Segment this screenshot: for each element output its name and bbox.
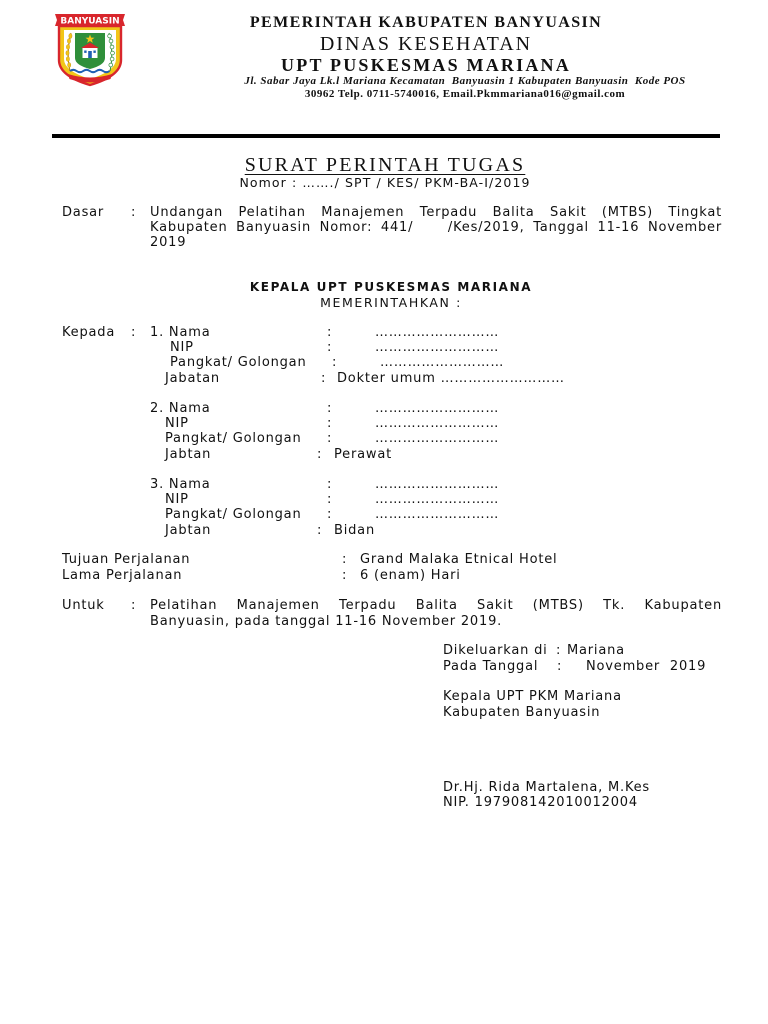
person-3-nip-label: NIP xyxy=(165,492,189,507)
person-3-nip-value: ……………………… xyxy=(375,492,500,507)
logo-banner-text: BANYUASIN xyxy=(60,16,120,27)
address-line-1: Jl. Sabar Jaya Lk.l Mariana Kecamatan Banyuasin 1 Kabupaten Banyuasin Kode POS xyxy=(244,75,686,87)
person-3-name-separator: : xyxy=(327,477,333,492)
person-2-rank-label: Pangkat/ Golongan xyxy=(165,431,302,446)
person-2-position-label: Jabtan xyxy=(165,447,212,462)
person-2-name-value: ……………………… xyxy=(375,401,500,416)
dasar-line-2: Kabupaten Banyuasin Nomor: 441/ /Kes/2019, Tanggal 11-16 November xyxy=(150,220,722,235)
destination-separator: : xyxy=(342,552,348,567)
untuk-line-1: Pelatihan Manajemen Terpadu Balita Sakit (MTBS) Tk. Kabupaten xyxy=(150,598,722,613)
person-1-nip-value: ……………………… xyxy=(375,340,500,355)
letterhead-divider xyxy=(52,134,720,138)
duration-value: 6 (enam) Hari xyxy=(360,568,461,583)
issued-place-label: Dikeluarkan di xyxy=(443,643,548,658)
person-3-rank-label: Pangkat/ Golongan xyxy=(165,507,302,522)
signer-position-line-1: Kepala UPT PKM Mariana xyxy=(443,689,622,704)
signer-name: Dr.Hj. Rida Martalena, M.Kes xyxy=(443,780,651,795)
regency-logo xyxy=(54,11,126,87)
person-3-rank-value: ……………………… xyxy=(375,507,500,522)
person-2-rank-separator: : xyxy=(327,431,333,446)
untuk-label: Untuk xyxy=(62,598,105,613)
order-verb: MEMERINTAHKAN : xyxy=(320,295,462,310)
letter-number: Nomor : ……./ SPT / KES/ PKM-BA-I/2019 xyxy=(239,175,531,190)
destination-label: Tujuan Perjalanan xyxy=(62,552,191,567)
issued-place-separator: : xyxy=(556,643,562,658)
kepada-separator: : xyxy=(131,325,137,340)
kepada-label: Kepada xyxy=(62,325,116,340)
person-2-position-separator: : xyxy=(317,447,323,462)
issued-date-separator: : xyxy=(557,659,563,674)
person-2-nip-separator: : xyxy=(327,416,333,431)
issued-date-value: November 2019 xyxy=(586,659,707,674)
issued-place-value: Mariana xyxy=(567,643,625,658)
person-2-rank-value: ……………………… xyxy=(375,431,500,446)
person-3-nip-separator: : xyxy=(327,492,333,507)
person-3-name-label: 3. Nama xyxy=(150,477,211,492)
person-1-position-value: Dokter umum ……………………… xyxy=(337,371,565,386)
person-1-rank-label: Pangkat/ Golongan xyxy=(170,355,307,370)
person-1-nip-label: NIP xyxy=(170,340,194,355)
person-1-rank-value: ……………………… xyxy=(380,355,505,370)
duration-label: Lama Perjalanan xyxy=(62,568,183,583)
government-name: PEMERINTAH KABUPATEN BANYUASIN xyxy=(249,14,603,31)
dasar-separator: : xyxy=(131,205,137,220)
dasar-line-1: Undangan Pelatihan Manajemen Terpadu Balita Sakit (MTBS) Tingkat xyxy=(150,205,722,220)
person-1-position-separator: : xyxy=(321,371,327,386)
address-line-2: 30962 Telp. 0711-5740016, Email.Pkmmariana016@gmail.com xyxy=(304,88,626,100)
person-3-position-separator: : xyxy=(317,523,323,538)
untuk-line-2: Banyuasin, pada tanggal 11-16 November 2019. xyxy=(150,614,503,629)
person-3-position-value: Bidan xyxy=(334,523,375,538)
person-2-nip-value: ……………………… xyxy=(375,416,500,431)
person-2-name-separator: : xyxy=(327,401,333,416)
person-3-position-label: Jabtan xyxy=(165,523,212,538)
destination-value: Grand Malaka Etnical Hotel xyxy=(360,552,558,567)
person-1-rank-separator: : xyxy=(332,355,338,370)
letter-title: SURAT PERINTAH TUGAS xyxy=(244,154,526,176)
issued-date-label: Pada Tanggal xyxy=(443,659,539,674)
duration-separator: : xyxy=(342,568,348,583)
dasar-label: Dasar xyxy=(62,205,105,220)
dasar-line-3: 2019 xyxy=(150,235,187,250)
unit-name: UPT PUSKESMAS MARIANA xyxy=(281,55,571,75)
person-1-name-label: 1. Nama xyxy=(150,325,211,340)
person-3-name-value: ……………………… xyxy=(375,477,500,492)
signer-position-line-2: Kabupaten Banyuasin xyxy=(443,705,601,720)
person-1-name-separator: : xyxy=(327,325,333,340)
person-1-position-label: Jabatan xyxy=(165,371,220,386)
person-2-name-label: 2. Nama xyxy=(150,401,211,416)
person-1-name-value: ……………………… xyxy=(375,325,500,340)
person-2-nip-label: NIP xyxy=(165,416,189,431)
order-issuer: KEPALA UPT PUSKESMAS MARIANA xyxy=(249,280,533,294)
department-name: DINAS KESEHATAN xyxy=(319,33,533,55)
untuk-separator: : xyxy=(131,598,137,613)
signer-nip: NIP. 197908142010012004 xyxy=(443,795,638,810)
person-1-nip-separator: : xyxy=(327,340,333,355)
person-3-rank-separator: : xyxy=(327,507,333,522)
person-2-position-value: Perawat xyxy=(334,447,392,462)
